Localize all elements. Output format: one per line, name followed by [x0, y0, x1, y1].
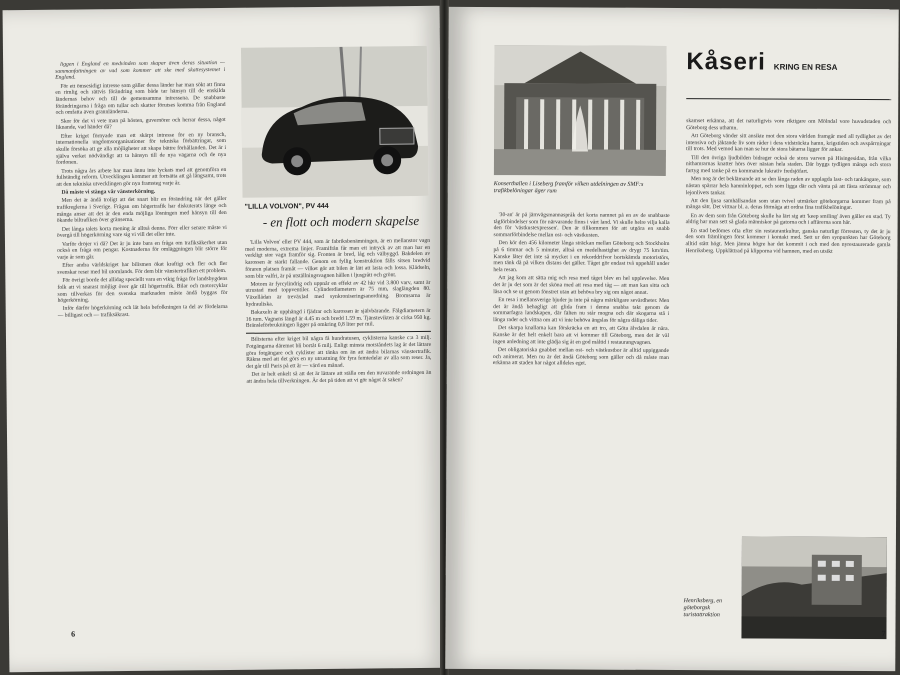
page-number: 7: [881, 629, 886, 639]
article-heading: - en flott och modern skapelse: [262, 212, 420, 230]
paragraph: Den kör den 456 kilometer långa sträckan mellan Göteborg och Stockholm på 6 timmar och 5 minuter, alltså en medelhastighet av drygt 75 km/tim. Kanske låter det inte så mycket i en rekorddrifvor bortskämda motoristörs, men tänk då på vilken distans det gäller. Tåget gör endast två uppehåll under hela resan.: [493, 240, 670, 274]
paragraph: För övrigt borde det allidag speciellt vara en vikig fråga för landsbygdens folk att vi snarast möjligt över går till högertrafik. Bilar och motorcyklar som tillverkas för den svenska marknaden måste ändå byggas för högerkörning.: [57, 276, 228, 304]
paragraph: Då måste vi stänga vår vänsterkörning.: [61, 188, 156, 196]
paragraph: Inför därför högerkörning och lät hela befolkningen ta del av fördelarna — billigast och — trafiksäkrast.: [57, 304, 228, 319]
title-text: Kåseri: [686, 48, 766, 76]
paragraph: Motorn är fyrcylindrig och uppnår en effekt av 42 hkr vid 3.800 varv, samt är utrustad med toppventiler. Cylinderdiametern är 75 mm, slaglängden 80. Växellådan är treväxlad med synkroniseringsanordning. Bromsarna är hydrauliska.: [245, 279, 431, 308]
title-rule: [686, 98, 891, 100]
left-col-1: [55, 60, 231, 644]
page-number: 6: [71, 629, 76, 639]
paragraph: Det skarpa knallarna kan förskräcka en att tro, att Göta älvdalen är nära. Kanske är det helt enkelt bara att vi kommer till Göteborg, men det är väl ingen anledning att inte glädja sig åt en god måltid i restaurangvagnen.: [492, 325, 670, 346]
henriksberg-illustration: [741, 536, 887, 639]
right-col-1: [491, 212, 669, 633]
paragraph: Det långa talets korta mening är alltså denna. Förr eller senare måste vi övergå till högerkörning vare sig vi vill det eller inte.: [56, 224, 227, 240]
concert-hall-caption: Konserthallen i Liseberg framför vilken utdelningen av SMF:s trafikbelöningar äger rum: [493, 181, 644, 195]
paragraph: Att Göteborg vänder sitt ansikte mot den stora världen framgår med all tydlighet av det intensiva och jäktande liv som råder i dess vidsträckta hamn, krigstiden och avspärrningar till trots. Med vemod kan man se hur de stora båtarna ligger för ankar.: [685, 133, 892, 154]
volvo-car-photo: [241, 46, 429, 198]
concert-hall-photo: [494, 45, 667, 176]
concert-hall-illustration: [494, 45, 667, 176]
paragraph: Men det är ändå troligt att det snart blir en förändring när det gäller trafikreglerna i Sverige. Frågan om högertrafik har diskuterats länge och många anser att det är den enda möjliga lösningen med hänsyn till den ökande biltrafiken över gränserna.: [56, 196, 227, 225]
paragraph: Men nog är det beklämande att se den långa raden av upplagda last- och tankångare, som nästan spärrar hela hamninloppet, och som ligga där och vänta på att fåsta strömmar och lejonlivets tankar.: [685, 176, 891, 196]
paragraph: Skor för det vi vete man på hösten, guvernörer och herrar dessa, något liknande, vad händer då?: [55, 116, 226, 132]
paragraph: skamset erkänna, att det naturligtvis vore riktigare om Mölndal vore huvudstaden och Göteborg dess uthamn.: [686, 118, 892, 132]
paragraph: Varför dröjer vi då? Det är ju inte bara en fråga om trafiksäkerhet utan också en fråga om pengar. Kostnaderna för omläggningen blir större för varje år som går.: [57, 239, 228, 261]
paragraph: En av dem som från Göteborg skulle ha lärt sig att 'keep smiling' även gäller en stad. Ty aldrig har man sett så glada människor på gatorna och i affärerna som här.: [685, 212, 891, 227]
henriksberg-caption: Henriksberg, en göteborgsk turistattraktion: [683, 598, 723, 619]
paragraph: Trots några års arbete har man ännu inte lyckats med att genomföra en fullständig reform. Utvecklingen kommer att fortsätta att gå långsamt, trots att den tekniska utvecklingen gör nya framsteg varje år.: [56, 166, 227, 188]
paragraph: En stad bedömes ofta efter sin restaurantkultur, ganska naturligt förresten, ty det är ju den som främlingen först kommer i kontakt med. Sett ur den synpunkten har Göteborg alltid stått högt. Men jämna högre har det kommit i och med den nyrestaurerade gamla Henriksberg. Uppklättrad på klipporna vid hamnen, med en utsikt: [685, 227, 891, 255]
column-divider: [246, 331, 431, 334]
paragraph: Till den övriga ljudbilden bidrager också de stora varven på Hisingesidan, från vilka nithamrarnas knatter hörs över nästan hela staden. Där byggs tydligen många och stora fartyg med tanke på en kommande lukrativ fredsjöfart.: [685, 154, 891, 175]
paragraph: 'Lilla Volvon' eller PV 444, som är fabriksbenämningen, är en mellanstor vagn med moderna, extrema linjer. Framifrån får man ett intryck av att man har en verkligt stor vagn framför sig. Fronten är bred, låg och välbyggd. Bakdelen av karossen är starkt fallande. Genom en fyllig konstruktion fälls sitsen bredvid föraren platsen framåt — vilket gör att bilen är lätt att lasta och lossa. Klädseln, som blir valfri, är på utställningsvagnen hållen i ljusgrått och grönt.: [245, 237, 431, 280]
paragraph: Bilisterna efter kriget bil några få hundratusen, cyklisterna kanske c:a 3 milj. Fotgängarna däremot bli bortåt 6 milj. Enligt minsta motståndets lag är det lättare göra fotgängare och cyklister att tänka om än att ändra bilarnas vänstertrafik. Räkna med att det görs en ny utrustning för fyra femtedelar av alla som reser. Ja, det går till Paris på ett år — värd en månad.: [246, 334, 432, 370]
left-page: [3, 6, 447, 673]
paragraph: Efter andra världskriget har bilismen ökat kraftigt och fler och fler svenskar reser med bil utomlands. För dem blir vänstertrafiken ett problem.: [57, 261, 228, 276]
car-illustration: [241, 46, 429, 198]
paragraph: '30-an' är på järnvägsmannaspråk det korta namnet på en av de snabbaste tågförbindelser som för närvarande finns i vårt land. Vi skulle helre vilja kalla den för 'västkustexpressen'. Den är tillkommen för att utgöra en snabb sommarförbindelse mellan ost- och västkusten.: [493, 212, 670, 239]
paragraph: En resa i mellansverige bjuder ju inte på några märkligare sevärdheter. Men det är ändå behagligt att glida fram i denna snabba takt genom de sommarfagra landskapen, där fälten nu står mogna och där skogarna stå i långa rader och vittna om att vi inte behöva ängslas för några dåliga tider.: [493, 297, 670, 324]
paragraph: Bakaxeln är upphängd i fjädrar och karossen är självbärande. Fälgdiametern är 16 tum. Vagnens längd är 4.45 m och bredd 1.59 m. Tjänstevikten är cirka 950 kg. Bränsleförbrukningen ligger på omkring 0,8 liter per mil.: [245, 307, 431, 330]
right-col-2: [684, 118, 891, 529]
paragraph: Efter kriget förnyade man ett skärpt intresse för en ny bransch, internationella ungdomsorganisationer för tekniska förbättringar, som skulle försöka att ge alla möjligheter att skapa bättre förhållanden. Det är i själva verket nödvändigt att ta hänsyn till de nya vägarna och de nya fordonen.: [55, 131, 227, 167]
henriksberg-photo: [741, 536, 887, 639]
paragraph: Att jag kom att sätta mig och resa med tåget blev en hel upplevelse. Men det är ju det som är det sköna med att resa med tåg — att man kan sitta och läsa och se ut genom fönstret utan att behöva bry sig om något annat.: [493, 275, 670, 296]
paragraph: Det är helt enkelt så att det är lättare att ställa om den nuvarande ordningen än att ändra hela tillverkningen. Är det på tiden att vi gör något åt saken?: [246, 369, 432, 385]
right-page: [445, 7, 898, 671]
kaseri-title: [686, 48, 891, 77]
paragraph: Det obligatoriska gnabbet mellan ost- och västkustbor är alltid uppiggande och animerat. Men nu är det ändå Göteborg som gäller och då måste man erkänna att staden har något alldeles eget.: [492, 346, 669, 367]
left-col-2: [245, 238, 434, 640]
paragraph: liggen i England en medvinden som skapar även deras situation — sammanfattningen av vad som kommer att ske med skattesystemet i England.: [55, 59, 226, 82]
subtitle-text: KRING EN RESA: [773, 62, 838, 72]
paragraph: För ett ömsesidigt intresse som gäller dessa länder har man sökt att finna en rimlig och rättvis förändring som både tar hänsyn till de enskilda ländernas behov och till de gemensamma intressena. De snabbaste förändringarna i fråga om tullar och skatter förutses komma från England och omfatta även grannländerna.: [55, 81, 226, 117]
car-photo-caption: "LILLA VOLVON", PV 444: [244, 202, 329, 211]
paragraph: Att den ljusa samhällsandan som utan tvivel utmärker göteborgarna kommer fram på många sätt. Det vittnar bl. a. deras förmåga att ordna fina trafikbelöningar.: [685, 197, 891, 212]
